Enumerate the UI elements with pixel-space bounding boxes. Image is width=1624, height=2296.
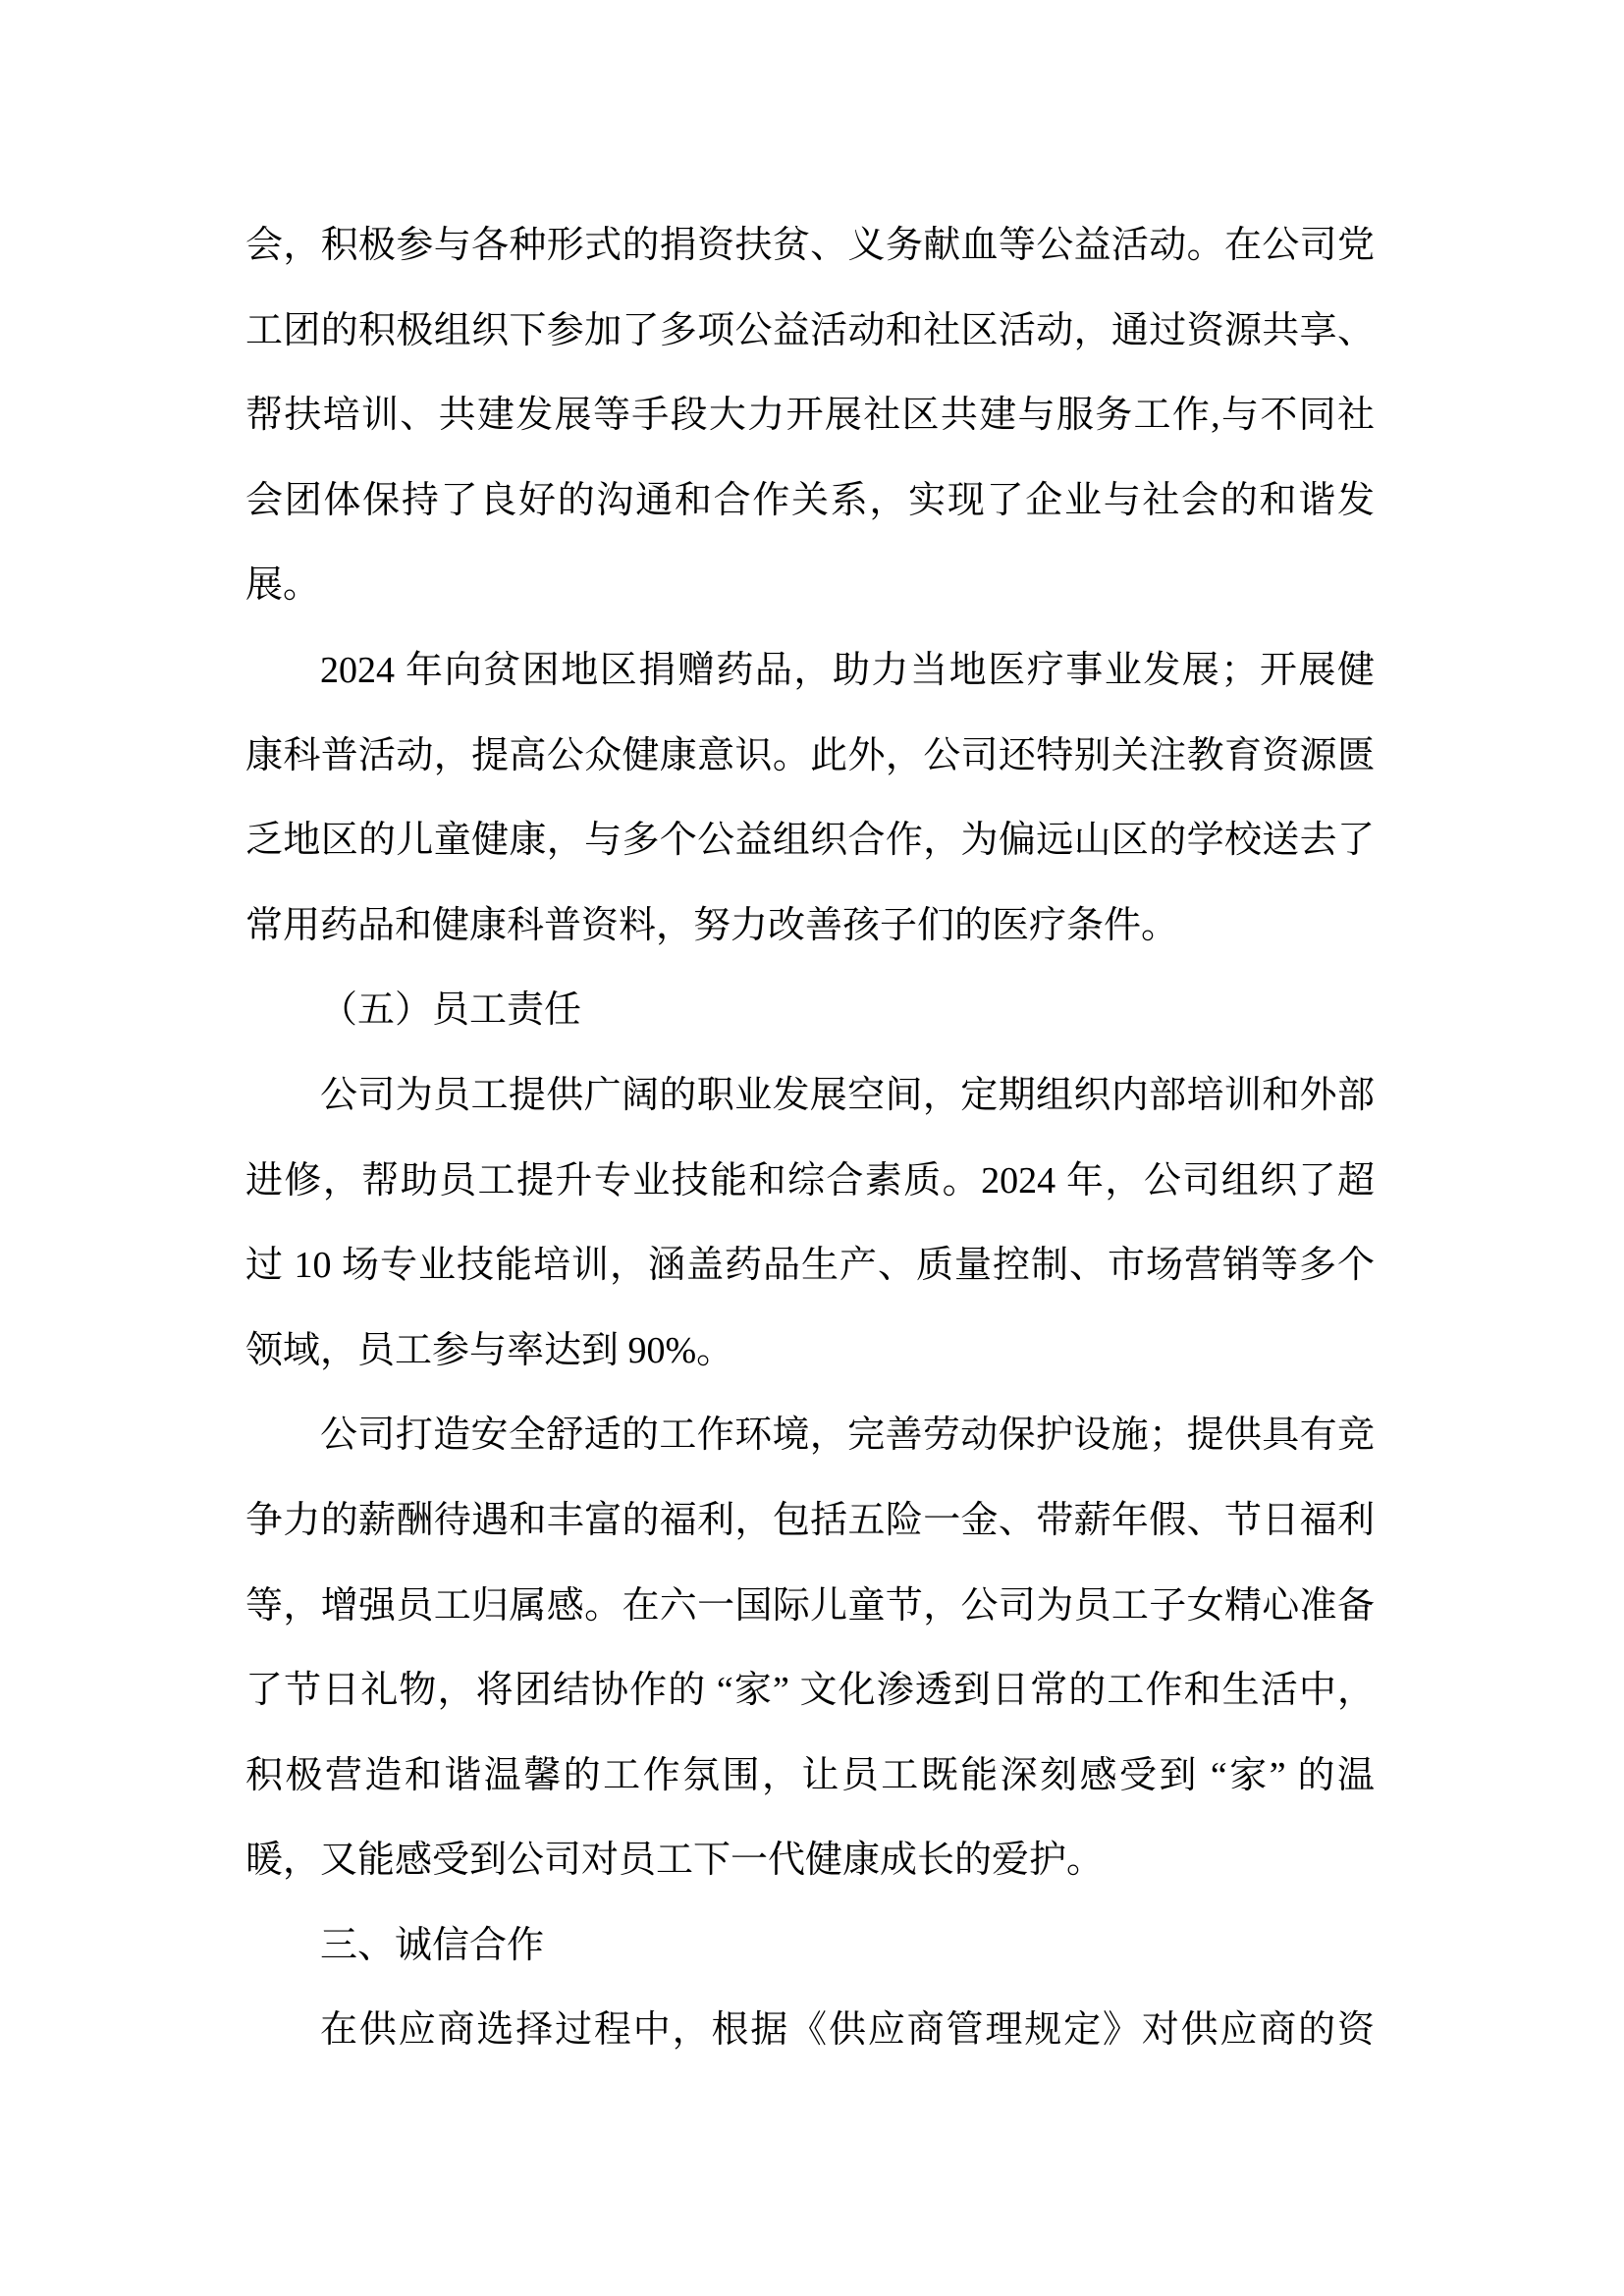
section-heading-line: 三、诚信合作 xyxy=(320,1924,545,1966)
body-text-line: 帮扶培训、共建发展等手段大力开展社区共建与服务工作,与不同社 xyxy=(245,395,1375,437)
body-text-line: 领域，员工参与率达到 90%。 xyxy=(245,1329,734,1371)
body-text-line: 会，积极参与各种形式的捐资扶贫、义务献血等公益活动。在公司党 xyxy=(245,225,1375,266)
body-text-line: 暖，又能感受到公司对员工下一代健康成长的爱护。 xyxy=(245,1840,1105,1882)
body-text-line: 公司为员工提供广阔的职业发展空间，定期组织内部培训和外部 xyxy=(320,1074,1375,1116)
body-text-line: 争力的薪酬待遇和丰富的福利，包括五险一金、带薪年假、节日福利 xyxy=(245,1499,1375,1541)
body-text-line: 展。 xyxy=(245,564,321,607)
body-text-line: 康科普活动，提高公众健康意识。此外，公司还特别关注教育资源匮 xyxy=(245,734,1375,776)
body-text-line: 等，增强员工归属感。在六一国际儿童节，公司为员工子女精心准备 xyxy=(245,1584,1375,1627)
body-text-line: 了节日礼物，将团结协作的 “家” 文化渗透到日常的工作和生活中， xyxy=(245,1670,1375,1712)
body-text-line: 乏地区的儿童健康，与多个公益组织合作，为偏远山区的学校送去了 xyxy=(245,820,1375,862)
body-text-line: 2024 年向贫困地区捐赠药品，助力当地医疗事业发展；开展健 xyxy=(320,649,1375,691)
body-text-line: 会团体保持了良好的沟通和合作关系，实现了企业与社会的和谐发 xyxy=(245,479,1375,521)
document-text-block xyxy=(245,203,1375,2073)
body-text-line: 工团的积极组织下参加了多项公益活动和社区活动，通过资源共享、 xyxy=(245,309,1375,351)
body-text-line: 过 10 场专业技能培训，涵盖药品生产、质量控制、市场营销等多个 xyxy=(245,1245,1375,1287)
body-text-line: 常用药品和健康科普资料，努力改善孩子们的医疗条件。 xyxy=(245,904,1179,946)
section-heading-line: （五）员工责任 xyxy=(320,989,582,1032)
body-text-line: 公司打造安全舒适的工作环境，完善劳动保护设施；提供具有竞 xyxy=(320,1415,1375,1457)
body-text-line: 进修，帮助员工提升专业技能和综合素质。2024 年，公司组织了超 xyxy=(245,1159,1375,1201)
body-text-line: 积极营造和谐温馨的工作氛围，让员工既能深刻感受到 “家” 的温 xyxy=(245,1754,1375,1796)
body-text-line: 在供应商选择过程中，根据《供应商管理规定》对供应商的资 xyxy=(320,2009,1375,2052)
